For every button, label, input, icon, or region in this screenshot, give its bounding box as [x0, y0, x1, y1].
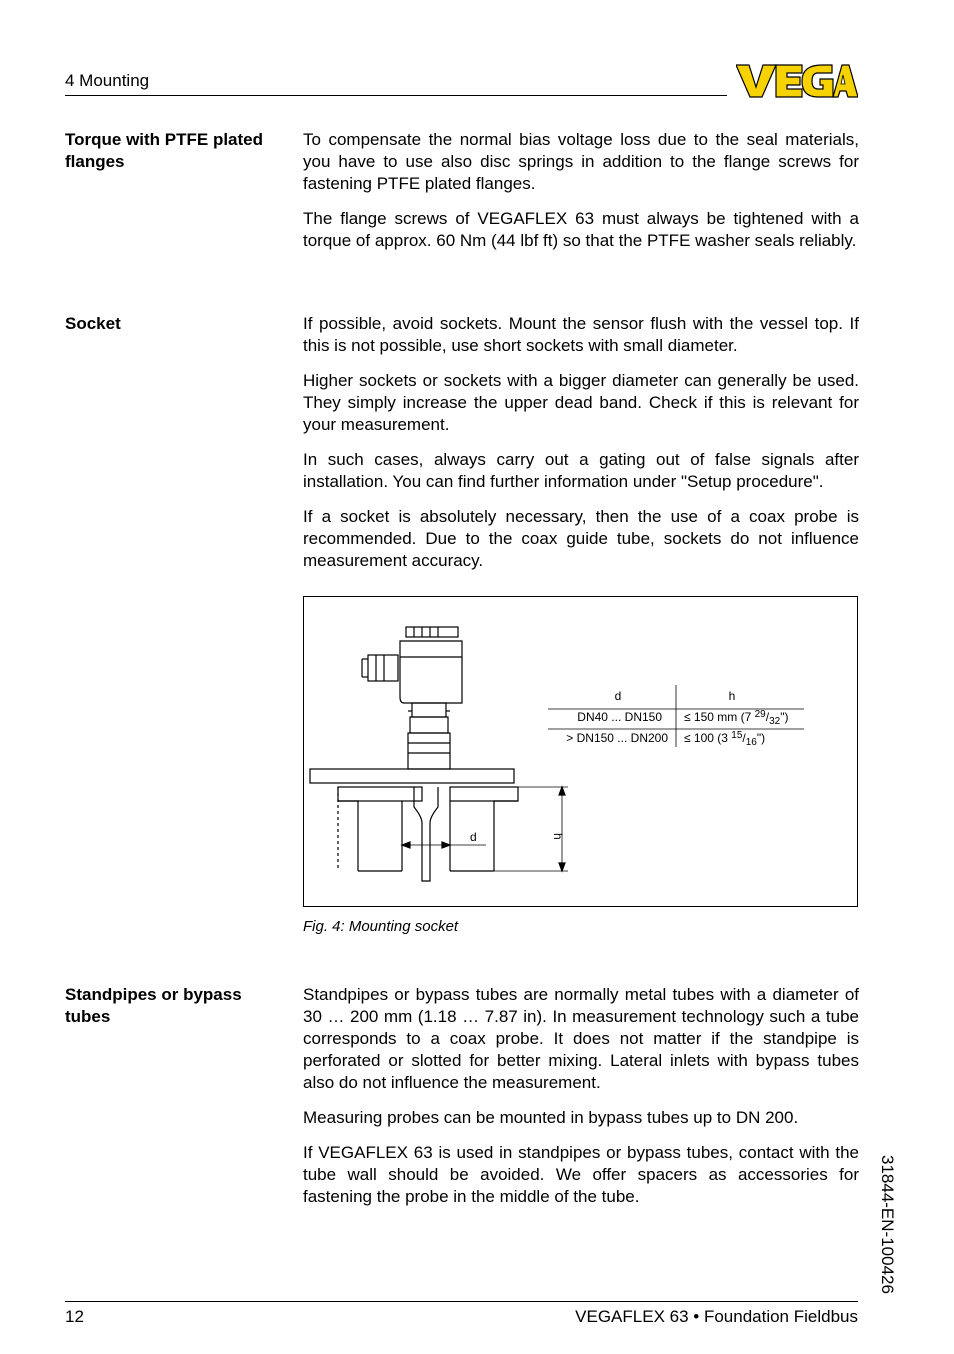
heading-socket: Socket	[65, 314, 121, 333]
document-code: 31844-EN-100426	[878, 1155, 897, 1294]
paragraph: To compensate the normal bias voltage loss due to the seal materials, you have to use also disc springs in addition to the flange screws for fastening PTFE plated flanges.	[303, 130, 859, 193]
header-rule	[65, 95, 727, 96]
paragraph: In such cases, always carry out a gating out of false signals after installation. You can find further information under "Setup procedure".	[303, 450, 859, 491]
mounting-socket-figure	[303, 596, 858, 907]
paragraph: Measuring probes can be mounted in bypass tubes up to DN 200.	[303, 1108, 799, 1127]
table-cell-h: ≤ 150 mm (7 $^{29}/_{32}$")	[684, 709, 789, 727]
footer-product: VEGAFLEX 63 • Foundation Fieldbus	[575, 1307, 858, 1326]
paragraph: If VEGAFLEX 63 is used in standpipes or bypass tubes, contact with the tube wall should be avoided. We offer spacers as accessories for fastening the probe in the middle of the tube.	[303, 1143, 859, 1206]
paragraph: Higher sockets or sockets with a bigger diameter can generally be used. They simply increase the upper dead band. Check if this is relevant for your measurement.	[303, 371, 859, 434]
mounting-socket-drawing	[304, 597, 857, 906]
table-cell-d: DN40 ... DN150	[577, 710, 662, 724]
vega-logo	[736, 63, 858, 99]
housing-body	[400, 641, 462, 703]
page-number: 12	[65, 1307, 84, 1326]
dimension-label-h: h	[551, 833, 565, 840]
table-cell-h: ≤ 100 (3 $^{15}/_{16}$")	[684, 730, 766, 748]
table-header-h: h	[728, 689, 736, 703]
heading-standpipes: Standpipes or bypass tubes	[65, 985, 242, 1026]
section-socket-body	[303, 313, 859, 585]
section-header: 4 Mounting	[65, 71, 150, 90]
paragraph: If a socket is absolutely necessary, then the use of a coax probe is recommended. Due to the coax guide tube, sockets do not influence measurement accuracy.	[303, 507, 859, 570]
table-cell-d: > DN150 ... DN200	[566, 731, 668, 745]
heading-torque-ptfe: Torque with PTFE plated flanges	[65, 130, 264, 171]
dimension-label-d: d	[470, 830, 477, 844]
process-fitting	[408, 733, 450, 769]
paragraph: If possible, avoid sockets. Mount the sensor flush with the vessel top. If this is not possible, use short sockets with small diameter.	[303, 314, 859, 355]
section-torque-body	[303, 129, 859, 265]
paragraph: The flange screws of VEGAFLEX 63 must always be tightened with a torque of approx. 60 Nm (44 lbf ft) so that the PTFE washer seals reliably.	[303, 209, 859, 250]
paragraph: Standpipes or bypass tubes are normally metal tubes with a diameter of 30 … 200 mm (1.18 … 7.87 in). In measurement technology such a tube corresponds to a coax probe. It does not matter if the standpipe is perforated or slotted for better mixing. Lateral inlets with bypass tubes also do not influence the measurement.	[303, 985, 859, 1092]
figure-caption: Fig. 4: Mounting socket	[303, 918, 459, 935]
cable-gland	[368, 655, 398, 681]
table-header-d: d	[614, 689, 622, 703]
mounting-flange	[310, 769, 514, 783]
section-standpipes-body	[303, 984, 859, 1221]
footer-rule	[65, 1301, 858, 1302]
